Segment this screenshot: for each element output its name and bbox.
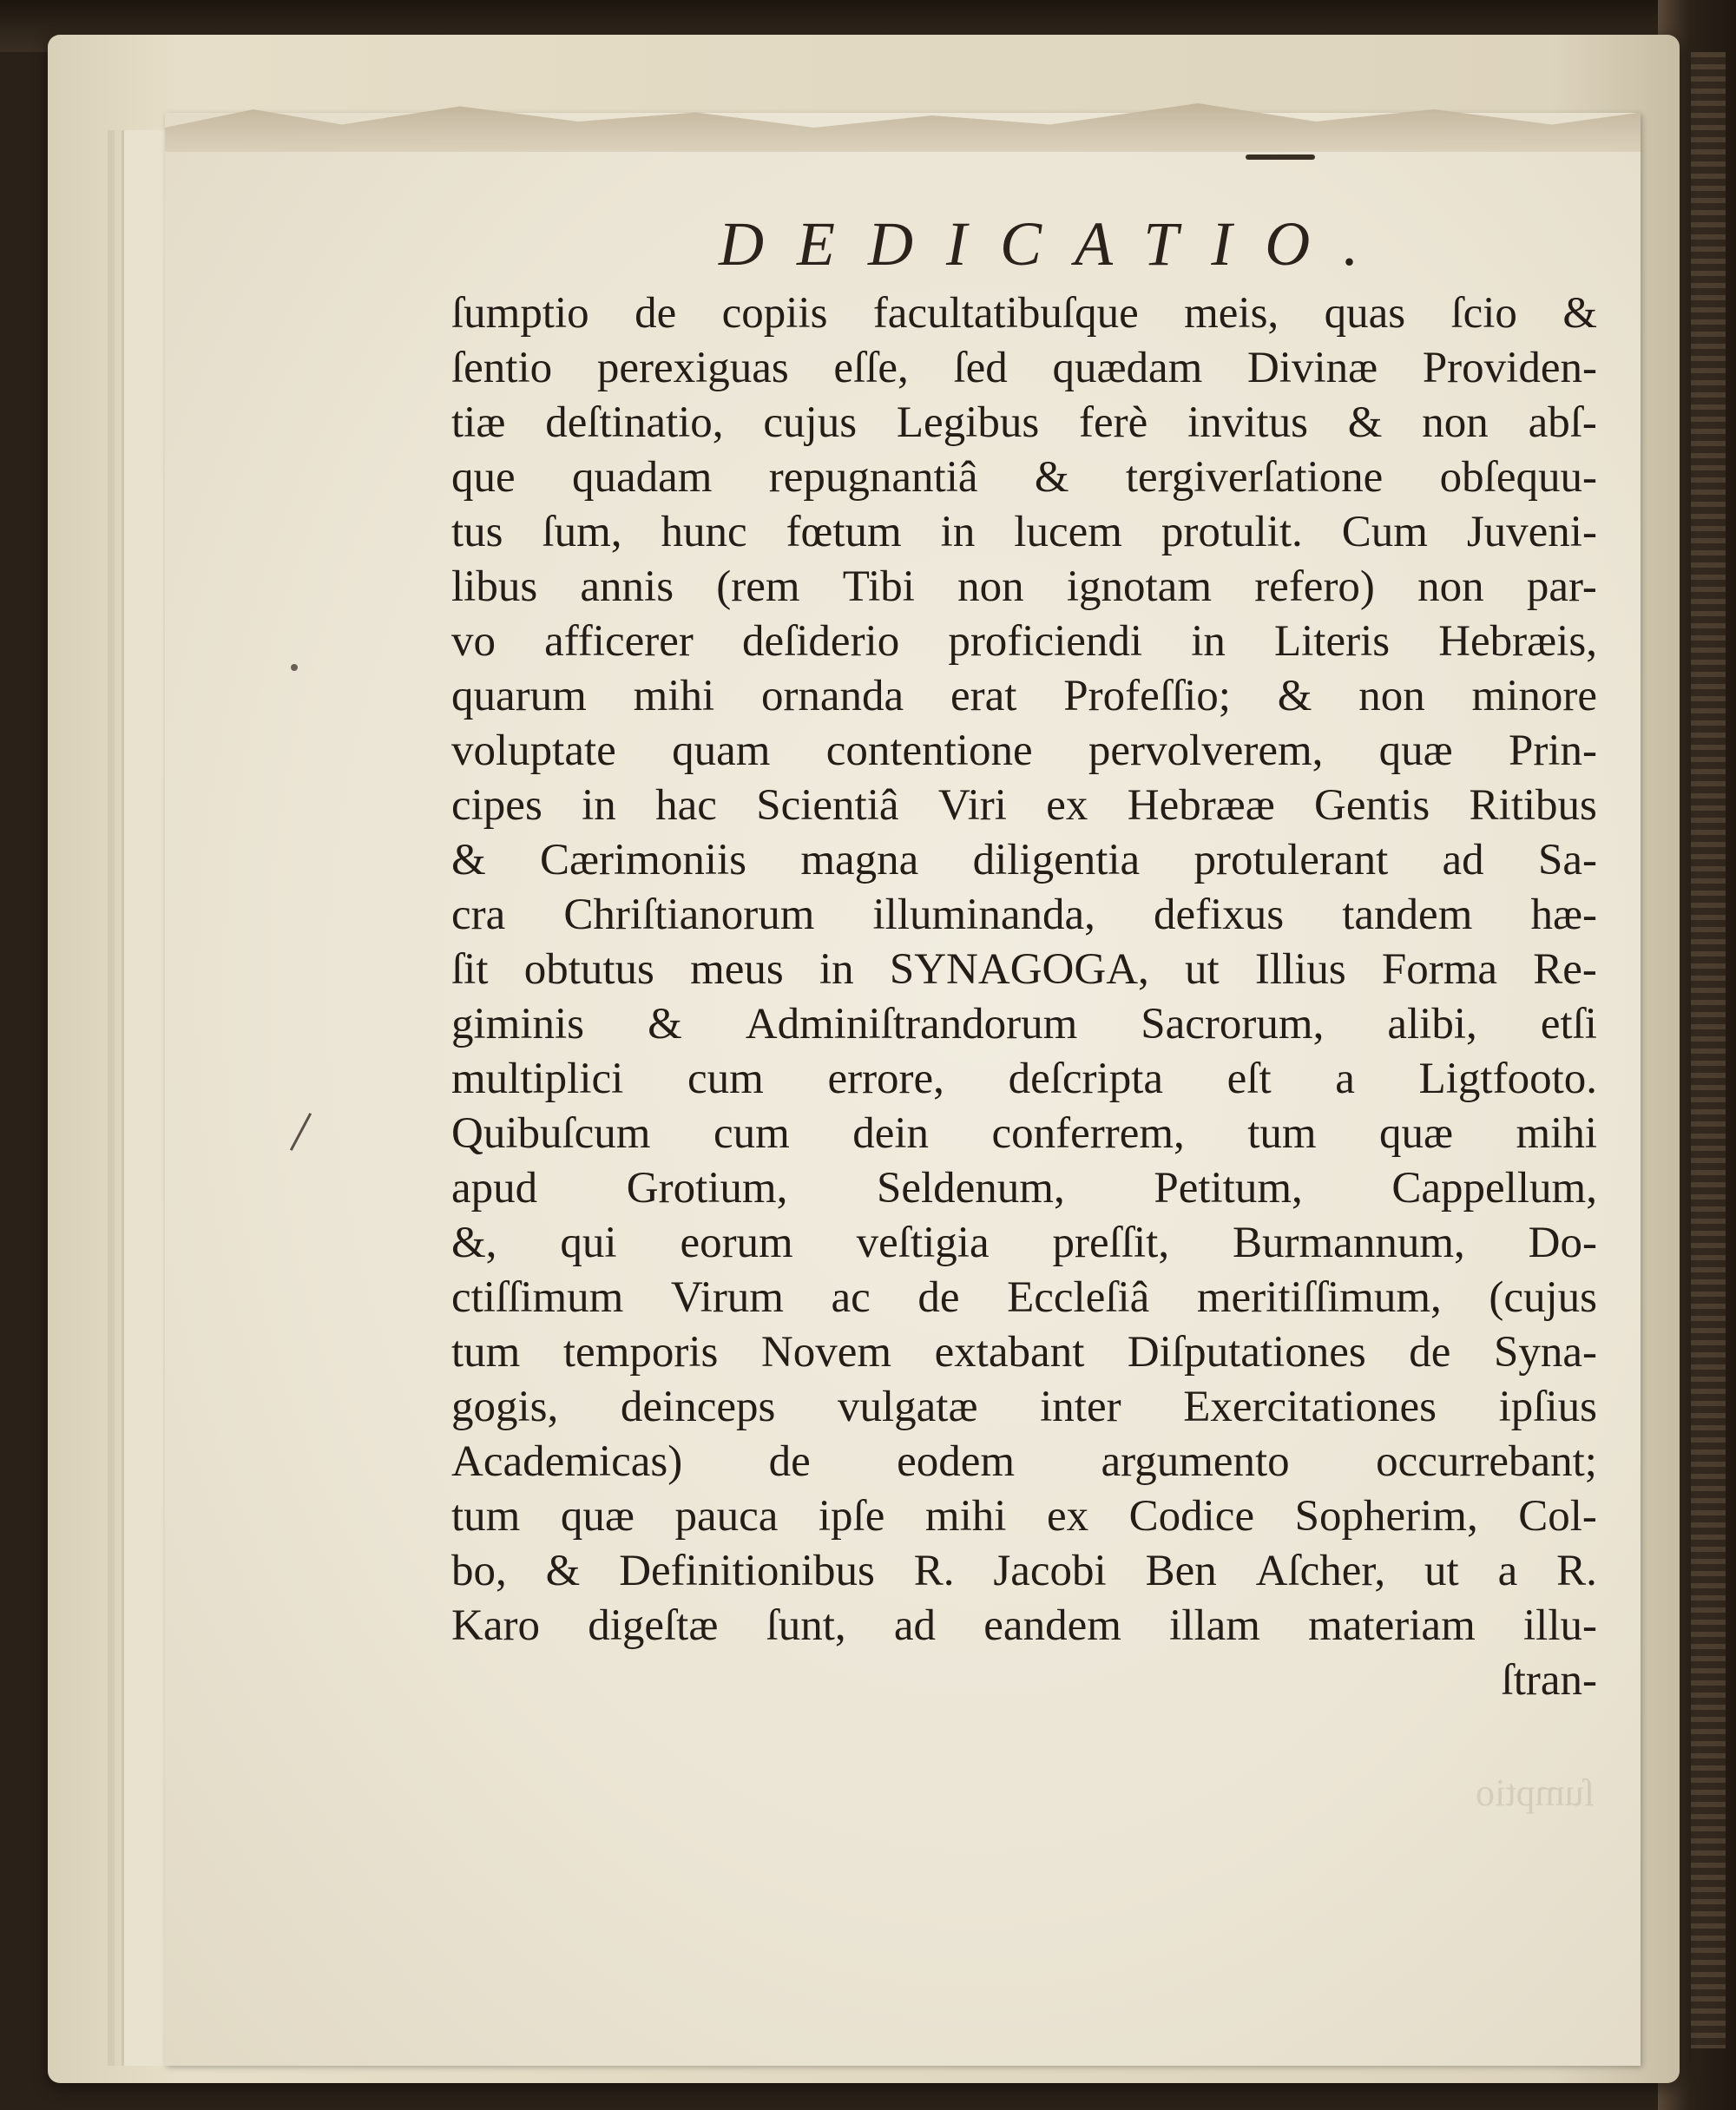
word: Cærimoniis bbox=[539, 836, 747, 884]
word: defixus bbox=[1153, 891, 1285, 939]
word: eorum bbox=[680, 1219, 793, 1267]
word: eodem bbox=[897, 1437, 1016, 1486]
word: Re- bbox=[1533, 945, 1597, 994]
text-line bbox=[451, 833, 1597, 888]
text-line bbox=[451, 1599, 1597, 1653]
word: & bbox=[648, 1000, 682, 1048]
word: hunc bbox=[661, 508, 747, 556]
word: gogis, bbox=[451, 1383, 559, 1431]
word: quæ bbox=[1379, 1109, 1454, 1158]
word: meis, bbox=[1184, 289, 1279, 338]
word: eſſe, bbox=[833, 344, 909, 392]
text-line bbox=[451, 560, 1597, 615]
word: ſunt, bbox=[766, 1601, 846, 1650]
text-line bbox=[451, 1107, 1597, 1161]
word: non bbox=[1358, 672, 1425, 720]
word: (rem bbox=[716, 562, 800, 611]
text-block bbox=[451, 286, 1597, 1708]
word: Providen- bbox=[1422, 344, 1597, 392]
word: perexiguas bbox=[596, 344, 789, 392]
word: pauca bbox=[674, 1492, 779, 1541]
word: illuminanda, bbox=[872, 891, 1095, 939]
word: ad bbox=[893, 1601, 937, 1650]
word: &, bbox=[451, 1219, 497, 1267]
word: tandem bbox=[1342, 891, 1473, 939]
word: illam bbox=[1169, 1601, 1260, 1650]
word: abſ- bbox=[1528, 398, 1597, 447]
word: quas bbox=[1324, 289, 1406, 338]
text-line bbox=[451, 1380, 1597, 1435]
word: temporis bbox=[562, 1328, 719, 1377]
word: de bbox=[917, 1273, 960, 1322]
word: protulit. bbox=[1161, 508, 1303, 556]
word: ex bbox=[1046, 1492, 1089, 1541]
word: hæ- bbox=[1530, 891, 1597, 939]
word: Academicas) bbox=[451, 1437, 683, 1486]
word: deſtinatio, bbox=[545, 398, 724, 447]
word: Cum bbox=[1341, 508, 1428, 556]
word: quæ bbox=[560, 1492, 635, 1541]
word: Divinæ bbox=[1246, 344, 1378, 392]
word: Hebrææ bbox=[1127, 781, 1275, 830]
word: Ligtfooto. bbox=[1418, 1055, 1597, 1103]
word: vulgatæ bbox=[838, 1383, 978, 1431]
word: ſit bbox=[451, 945, 489, 994]
text-line bbox=[451, 1544, 1597, 1599]
word: extabant bbox=[934, 1328, 1085, 1377]
word: & bbox=[545, 1547, 581, 1595]
text-line bbox=[451, 341, 1597, 396]
word: apud bbox=[451, 1164, 538, 1213]
text-line bbox=[451, 1489, 1597, 1544]
text-line bbox=[451, 450, 1597, 505]
word: inter bbox=[1040, 1383, 1121, 1431]
word: magna bbox=[800, 836, 919, 884]
word: & bbox=[451, 836, 486, 884]
word: copiis bbox=[721, 289, 828, 338]
word: mihi bbox=[1516, 1109, 1597, 1158]
word: libus bbox=[451, 562, 538, 611]
word: ornanda bbox=[760, 672, 904, 720]
text-line bbox=[451, 1216, 1597, 1271]
word: Hebræis, bbox=[1438, 617, 1597, 666]
word: conferrem, bbox=[991, 1109, 1185, 1158]
word: proficiendi bbox=[948, 617, 1143, 666]
word: tum bbox=[1247, 1109, 1317, 1158]
word: bo, bbox=[451, 1547, 507, 1595]
word: Prin- bbox=[1509, 726, 1597, 775]
text-line bbox=[451, 1325, 1597, 1380]
word: cra bbox=[451, 891, 506, 939]
word: ſed bbox=[953, 344, 1008, 392]
word: cum bbox=[687, 1055, 764, 1103]
word: Tibi bbox=[842, 562, 915, 611]
word: cujus bbox=[763, 398, 858, 447]
word: in bbox=[940, 508, 976, 556]
word: & bbox=[1277, 672, 1312, 720]
word: ac bbox=[831, 1273, 871, 1322]
word: fœtum bbox=[786, 508, 902, 556]
word: tergiverſatione bbox=[1125, 453, 1384, 502]
word: tum bbox=[451, 1492, 521, 1541]
word: non bbox=[1417, 562, 1484, 611]
word: in bbox=[1191, 617, 1226, 666]
word: Adminiſtrandorum bbox=[745, 1000, 1078, 1048]
word: materiam bbox=[1308, 1601, 1476, 1650]
word: illu- bbox=[1522, 1601, 1597, 1650]
word: dein bbox=[852, 1109, 930, 1158]
text-line bbox=[451, 888, 1597, 943]
word: Illius bbox=[1254, 945, 1346, 994]
word: Novem bbox=[760, 1328, 892, 1377]
word: R. bbox=[913, 1547, 955, 1595]
word: ex bbox=[1046, 781, 1088, 830]
word: ſum, bbox=[542, 508, 622, 556]
word: ut bbox=[1184, 945, 1220, 994]
word: Codice bbox=[1128, 1492, 1255, 1541]
word: Gentis bbox=[1314, 781, 1430, 830]
text-line bbox=[451, 1435, 1597, 1489]
word: ſcio bbox=[1450, 289, 1517, 338]
word: lucem bbox=[1014, 508, 1122, 556]
word: Do- bbox=[1528, 1219, 1597, 1267]
word: de bbox=[635, 289, 677, 338]
word: meritiſſimum, bbox=[1196, 1273, 1442, 1322]
word: Eccleſiâ bbox=[1007, 1273, 1150, 1322]
word: mihi bbox=[633, 672, 715, 720]
word: qui bbox=[560, 1219, 617, 1267]
word: multiplici bbox=[451, 1055, 624, 1103]
word: Scientiâ bbox=[756, 781, 899, 830]
word: deſiderio bbox=[741, 617, 900, 666]
word: eandem bbox=[983, 1601, 1121, 1650]
word: tum bbox=[451, 1328, 521, 1377]
word: Chriſtianorum bbox=[563, 891, 815, 939]
word: deſcripta bbox=[1008, 1055, 1163, 1103]
word: non bbox=[957, 562, 1024, 611]
word: ad bbox=[1442, 836, 1484, 884]
word: obſequu- bbox=[1439, 453, 1597, 502]
word: Virum bbox=[670, 1273, 784, 1322]
word: Quibuſcum bbox=[451, 1109, 651, 1158]
word: par- bbox=[1526, 562, 1597, 611]
word: tiæ bbox=[451, 398, 506, 447]
text-line bbox=[451, 997, 1597, 1052]
text-line bbox=[451, 1161, 1597, 1216]
text-line bbox=[451, 669, 1597, 724]
word: errore, bbox=[827, 1055, 944, 1103]
word: afficerer bbox=[544, 617, 694, 666]
word: in bbox=[819, 945, 854, 994]
word: erat bbox=[950, 672, 1017, 720]
word: Viri bbox=[937, 781, 1007, 830]
word: Sacrorum, bbox=[1141, 1000, 1325, 1048]
word: Exercitationes bbox=[1183, 1383, 1437, 1431]
word: occurrebant; bbox=[1376, 1437, 1597, 1486]
page-heading: DEDICATIO. bbox=[719, 209, 1392, 279]
word: voluptate bbox=[451, 726, 616, 775]
word: quædam bbox=[1052, 344, 1203, 392]
word: deinceps bbox=[620, 1383, 776, 1431]
word: alibi, bbox=[1387, 1000, 1477, 1048]
word: ferè bbox=[1079, 398, 1148, 447]
word: minore bbox=[1471, 672, 1597, 720]
word: Cappellum, bbox=[1391, 1164, 1597, 1213]
word: non bbox=[1422, 398, 1489, 447]
word: Jacobi bbox=[993, 1547, 1107, 1595]
word: ſentio bbox=[451, 344, 553, 392]
word: refero) bbox=[1254, 562, 1375, 611]
word: Ritibus bbox=[1469, 781, 1597, 830]
word: Aſcher, bbox=[1255, 1547, 1386, 1595]
word: ignotam bbox=[1066, 562, 1212, 611]
word: Burmannum, bbox=[1233, 1219, 1465, 1267]
text-line bbox=[451, 396, 1597, 450]
word: meus bbox=[690, 945, 784, 994]
word: Diſputationes bbox=[1127, 1328, 1366, 1377]
word: ipſius bbox=[1498, 1383, 1597, 1431]
word: etſi bbox=[1540, 1000, 1597, 1048]
word: Syna- bbox=[1493, 1328, 1597, 1377]
word: veſtigia bbox=[856, 1219, 990, 1267]
word: annis bbox=[580, 562, 674, 611]
pencil-dot bbox=[291, 664, 298, 671]
word: de bbox=[768, 1437, 811, 1486]
word: pervolverem, bbox=[1088, 726, 1324, 775]
word: Karo bbox=[451, 1601, 540, 1650]
word: in bbox=[582, 781, 616, 830]
word: argumento bbox=[1101, 1437, 1290, 1486]
word: a bbox=[1335, 1055, 1355, 1103]
word: & bbox=[1562, 289, 1597, 338]
word: & bbox=[1034, 453, 1069, 502]
text-line bbox=[451, 505, 1597, 560]
word: quarum bbox=[451, 672, 587, 720]
text-line bbox=[451, 724, 1597, 779]
word: ipſe bbox=[818, 1492, 885, 1541]
word: tus bbox=[451, 508, 503, 556]
text-line bbox=[451, 1271, 1597, 1325]
word: ut bbox=[1424, 1547, 1459, 1595]
word: cum bbox=[713, 1109, 790, 1158]
word: a bbox=[1497, 1547, 1518, 1595]
word: Legibus bbox=[896, 398, 1040, 447]
word: giminis bbox=[451, 1000, 585, 1048]
word: diligentia bbox=[972, 836, 1141, 884]
word: facultatibuſque bbox=[872, 289, 1139, 338]
word: Forma bbox=[1381, 945, 1498, 994]
word: repugnantiâ bbox=[768, 453, 978, 502]
word: Definitionibus bbox=[619, 1547, 875, 1595]
word: Profeſſio; bbox=[1063, 672, 1231, 720]
ink-dash bbox=[1246, 154, 1315, 160]
text-line bbox=[451, 286, 1597, 341]
catchword: ſtran- bbox=[1501, 1656, 1597, 1705]
word: que bbox=[451, 453, 516, 502]
text-line bbox=[451, 1052, 1597, 1107]
word: Col- bbox=[1518, 1492, 1597, 1541]
word: Grotium, bbox=[626, 1164, 788, 1213]
word: ſumptio bbox=[451, 289, 589, 338]
word: vo bbox=[451, 617, 496, 666]
word: Sopherim, bbox=[1294, 1492, 1478, 1541]
word: Ben bbox=[1145, 1547, 1217, 1595]
word: invitus bbox=[1187, 398, 1308, 447]
word: quadam bbox=[571, 453, 713, 502]
word: (cujus bbox=[1489, 1273, 1597, 1322]
word: Seldenum, bbox=[876, 1164, 1065, 1213]
word: Juveni- bbox=[1466, 508, 1597, 556]
word: quæ bbox=[1378, 726, 1453, 775]
word: quam bbox=[672, 726, 771, 775]
word: Petitum, bbox=[1154, 1164, 1303, 1213]
word: Sa- bbox=[1537, 836, 1597, 884]
word: preſſit, bbox=[1052, 1219, 1170, 1267]
word: hac bbox=[655, 781, 717, 830]
word: eſt bbox=[1226, 1055, 1272, 1103]
word: obtutus bbox=[523, 945, 654, 994]
show-through-text: ſumptio bbox=[1476, 1771, 1595, 1814]
word: contentione bbox=[825, 726, 1033, 775]
word: R. bbox=[1556, 1547, 1597, 1595]
text-line bbox=[451, 943, 1597, 997]
word: protulerant bbox=[1194, 836, 1389, 884]
word: Literis bbox=[1273, 617, 1391, 666]
word: & bbox=[1347, 398, 1383, 447]
word: cipes bbox=[451, 781, 542, 830]
word: de bbox=[1409, 1328, 1451, 1377]
text-line bbox=[451, 779, 1597, 833]
word: digeſtæ bbox=[588, 1601, 719, 1650]
text-line bbox=[451, 615, 1597, 669]
word: mihi bbox=[924, 1492, 1007, 1541]
word: ctiſſimum bbox=[451, 1273, 624, 1322]
spine-texture bbox=[1691, 52, 1726, 2048]
word: SYNAGOGA, bbox=[889, 945, 1149, 994]
